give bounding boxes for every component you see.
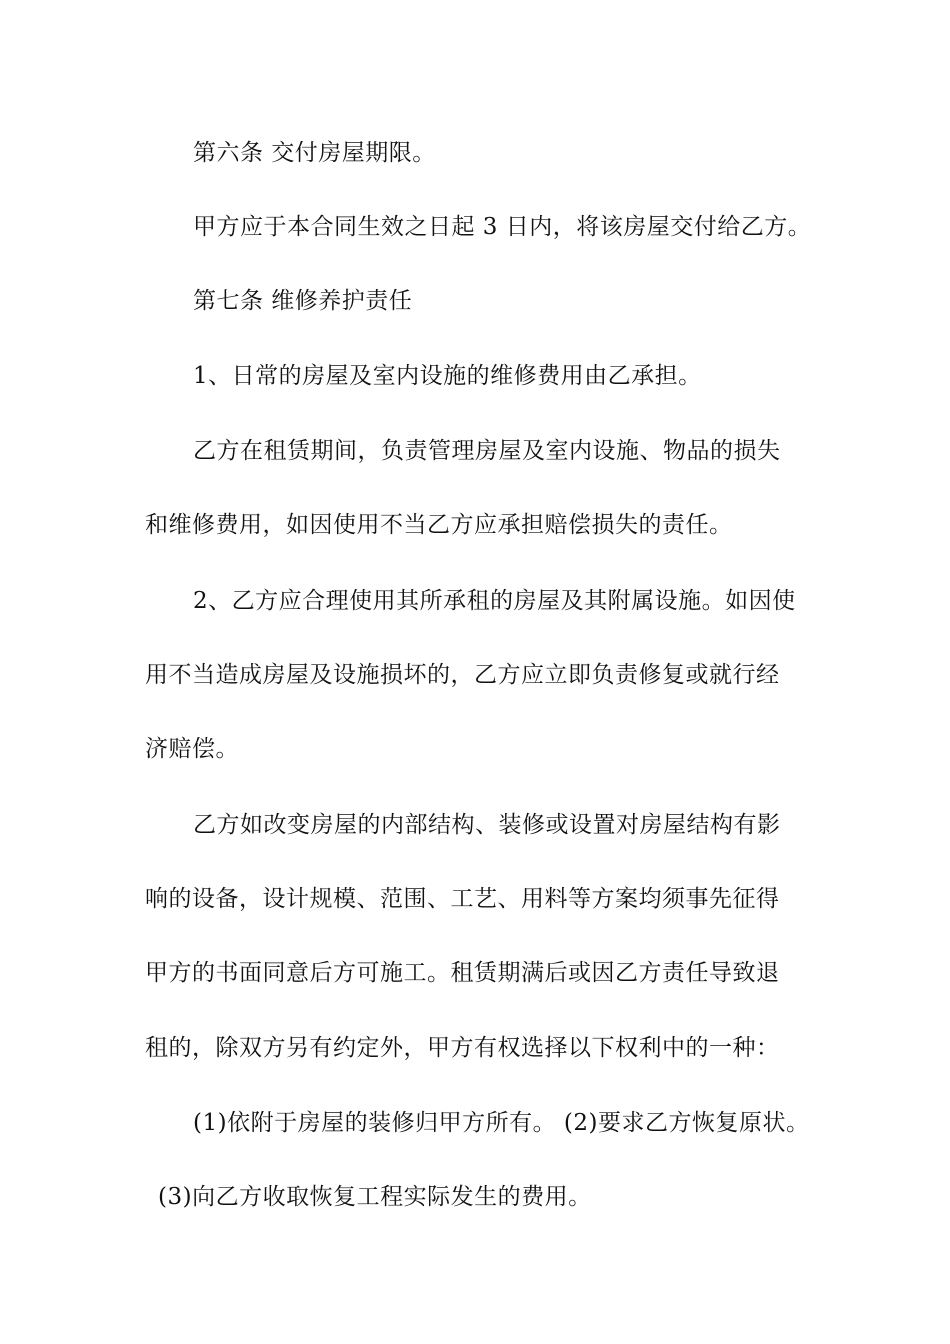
article-seven-heading: 第七条 维修养护责任 [193,288,413,314]
paragraph-line: 济赔偿。 [145,736,239,762]
paragraph-line: 租的，除双方另有约定外，甲方有权选择以下权利中的一种： [145,1035,780,1061]
paragraph-line: 1、日常的房屋及室内设施的维修费用由乙承担。 [193,363,702,389]
article-six-heading: 第六条 交付房屋期限。 [193,140,436,166]
paragraph-line: (1)依附于房屋的装修归甲方所有。 (2)要求乙方恢复原状。 [193,1110,810,1136]
paragraph-line: 甲方的书面同意后方可施工。租赁期满后或因乙方责任导致退 [145,960,780,986]
paragraph-line: 2、乙方应合理使用其所承租的房屋及其附属设施。如因使 [193,588,796,614]
paragraph-line: 响的设备，设计规模、范围、工艺、用料等方案均须事先征得 [145,886,780,912]
paragraph-line: 甲方应于本合同生效之日起 3 日内，将该房屋交付给乙方。 [193,214,812,240]
paragraph-line: 和维修费用，如因使用不当乙方应承担赔偿损失的责任。 [145,512,733,538]
paragraph-line: 用不当造成房屋及设施损坏的，乙方应立即负责修复或就行经 [145,662,780,688]
paragraph-line: 乙方在租赁期间，负责管理房屋及室内设施、物品的损失 [193,438,781,464]
paragraph-line: 乙方如改变房屋的内部结构、装修或设置对房屋结构有影 [193,812,781,838]
paragraph-line: (3)向乙方收取恢复工程实际发生的费用。 [158,1184,592,1210]
